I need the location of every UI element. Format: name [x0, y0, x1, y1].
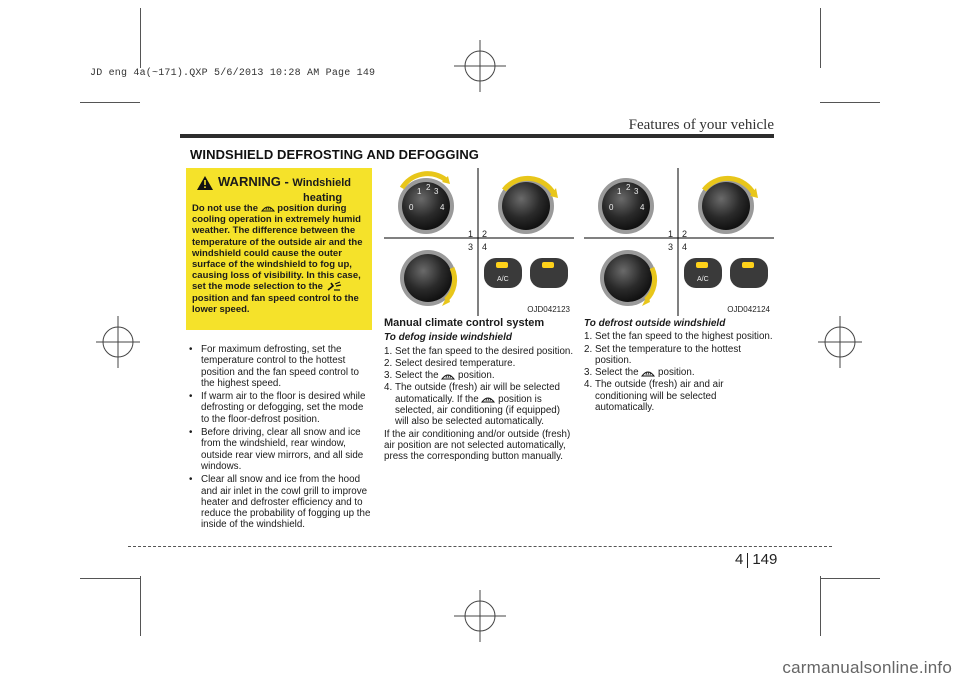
defrost-icon [481, 394, 495, 404]
warning-subject: Windshield [292, 177, 351, 189]
figure-label: 4 [482, 242, 488, 252]
svg-text:2: 2 [426, 183, 431, 192]
figure-label: 2 [682, 229, 688, 239]
list-item: • Before driving, clear all snow and ice from the windshield, rear window, outside rear view mirrors, and all side windows. [186, 427, 372, 472]
list-item [384, 358, 576, 369]
print-slug: JD eng 4a(~171).QXP 5/6/2013 10:28 AM Page 149 [90, 68, 376, 79]
figure-label: 3 [668, 242, 674, 252]
step-number: 1. [384, 345, 393, 357]
warning-text-2: position during cooling operation in extremely humid weather. The difference between the temperature of the outside air and the windshield could cause the outer surface of the windshield to fog up, causing loss of visibility. In this case, set the mode selection to the [192, 203, 363, 293]
step-text: position. [458, 370, 495, 382]
step-text: The outside (fresh) air will be selected automatically. If the [395, 382, 560, 405]
defrost-icon [641, 368, 655, 378]
list-item: • If warm air to the floor is desired while defrosting or defogging, set the mode to the floor-defrost position. [186, 391, 372, 425]
list-item: • Clear all snow and ice from the hood and air inlet in the cowl grill to improve heater and defroster efficiency and to reduce the probability of fogging up the inside of the windshield. [186, 474, 372, 530]
climate-control-illustration [384, 168, 574, 316]
list-item [384, 382, 576, 427]
defrost-icon [441, 371, 455, 381]
step-number: 4. [384, 382, 393, 394]
warning-box [186, 168, 372, 330]
site-watermark: carmanualsonline.info [782, 658, 952, 677]
step-text: Select desired temperature. [395, 357, 516, 369]
crop-mark-icon [820, 578, 880, 579]
list-item [584, 331, 774, 342]
warning-text-1: Do not use the [192, 203, 258, 214]
chapter-number: 4 [735, 551, 744, 568]
crop-mark-icon [820, 576, 821, 636]
warning-text [192, 203, 368, 315]
page-number-value: 149 [752, 551, 778, 568]
warning-heading [198, 174, 351, 204]
figure-label: 3 [468, 242, 474, 252]
list-item: • For maximum defrosting, set the temperature control to the hottest position and the fan speed control to the highest speed. [186, 344, 372, 389]
crop-mark-icon [80, 102, 140, 103]
step-text: position. [658, 367, 695, 379]
step-text: Set the fan speed to the desired position. [395, 345, 574, 357]
svg-text:0: 0 [409, 203, 414, 212]
figure-code: OJD042123 [527, 305, 570, 314]
step-text: Select the [595, 367, 639, 379]
step-number: 1. [584, 331, 593, 343]
registration-mark-icon [818, 316, 862, 368]
crop-mark-icon [140, 576, 141, 636]
list-item [384, 346, 576, 357]
page-title: WINDSHIELD DEFROSTING AND DEFOGGING [190, 147, 480, 162]
figure-label: 2 [482, 229, 488, 239]
warning-subject-line2: heating [303, 192, 343, 204]
step-number: 2. [584, 343, 593, 355]
svg-text:0: 0 [609, 203, 614, 212]
crop-mark-icon [820, 8, 821, 68]
list-item [584, 344, 774, 367]
step-number: 3. [384, 370, 393, 382]
svg-text:3: 3 [634, 187, 639, 196]
registration-mark-icon [96, 316, 140, 368]
svg-text:4: 4 [640, 203, 645, 212]
warning-label: WARNING - [218, 174, 289, 189]
crop-mark-icon [80, 578, 140, 579]
step-text: Set the temperature to the hottest position. [595, 343, 741, 366]
svg-text:1: 1 [417, 187, 422, 196]
step-text: position is selected, air conditioning (if equipped) will also be selected automatically. [395, 393, 561, 428]
page-number-divider [747, 553, 748, 568]
step-number: 4. [584, 379, 593, 391]
registration-mark-icon [454, 590, 506, 642]
section-heading: Manual climate control system [384, 317, 545, 329]
svg-text:2: 2 [626, 183, 631, 192]
manual-climate-section [384, 318, 576, 463]
list-item [384, 370, 576, 381]
defrost-section [584, 318, 774, 414]
page-number [735, 551, 777, 568]
figure-code: OJD042124 [727, 305, 770, 314]
tips-list [186, 344, 372, 533]
climate-control-illustration [584, 168, 774, 316]
header-rule [180, 134, 774, 138]
registration-mark-icon [454, 40, 506, 92]
figure-defrost [584, 168, 774, 316]
subsection-heading: To defrost outside windshield [584, 318, 726, 329]
defrost-icon [261, 203, 275, 213]
crop-mark-icon [820, 102, 880, 103]
list-item [584, 367, 774, 378]
section-label: Features of your vehicle [628, 117, 774, 133]
figure-defog [384, 168, 574, 316]
ac-button-label: A/C [697, 276, 709, 283]
floor-defrost-icon [326, 281, 342, 292]
figure-label: 4 [682, 242, 688, 252]
crop-mark-icon [140, 8, 141, 68]
ac-button-label: A/C [497, 276, 509, 283]
figure-label: 1 [468, 229, 474, 239]
footer-rule [128, 546, 832, 547]
svg-text:3: 3 [434, 187, 439, 196]
warning-text-3: position and fan speed control to the lower speed. [192, 292, 359, 315]
svg-text:4: 4 [440, 203, 445, 212]
step-text: Select the [395, 370, 439, 382]
figure-label: 1 [668, 229, 674, 239]
step-text: The outside (fresh) air and air conditioning will be selected automatically. [595, 379, 724, 414]
step-number: 3. [584, 367, 593, 379]
body-paragraph: If the air conditioning and/or outside (fresh) air position are not selected automatically, press the corresponding button manually. [384, 428, 571, 463]
list-item [584, 379, 774, 413]
svg-text:1: 1 [617, 187, 622, 196]
step-number: 2. [384, 357, 393, 369]
subsection-heading: To defog inside windshield [384, 332, 512, 344]
step-text: Set the fan speed to the highest position. [595, 331, 773, 343]
